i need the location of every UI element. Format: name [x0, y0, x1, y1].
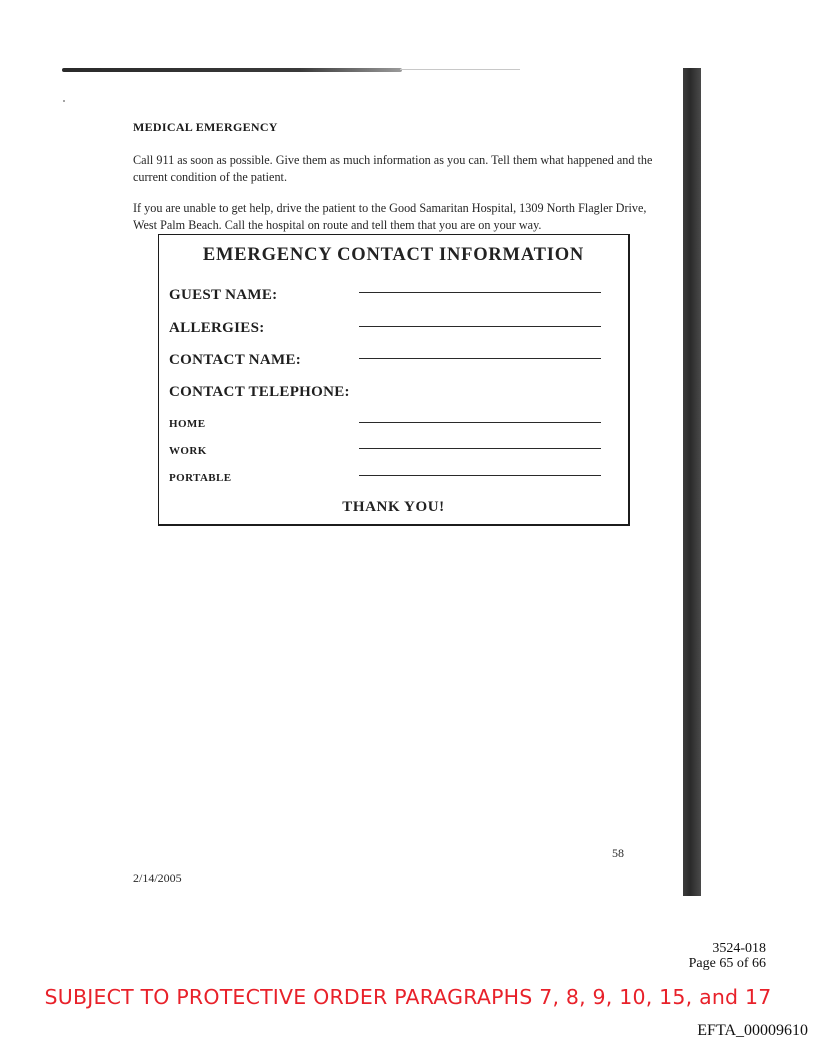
allergies-line[interactable] [359, 326, 601, 327]
instruction-paragraph-1: Call 911 as soon as possible. Give them as much information as you can. Tell them what happened and the current condition of the patient. [133, 153, 653, 184]
scan-speck [63, 100, 65, 102]
allergies-label: ALLERGIES: [169, 320, 265, 336]
guest-name-line[interactable] [359, 292, 601, 293]
portable-phone-label: PORTABLE [169, 472, 232, 484]
home-phone-label: HOME [169, 418, 206, 430]
thank-you-text: THANK YOU! [342, 499, 445, 515]
contact-name-line[interactable] [359, 358, 601, 359]
bates-number: 3524-018 [712, 941, 766, 956]
page-number: 58 [612, 846, 624, 860]
emergency-contact-form [158, 234, 630, 526]
work-phone-line[interactable] [359, 448, 601, 449]
guest-name-label: GUEST NAME: [169, 287, 278, 303]
scan-right-edge-bar [683, 68, 701, 896]
bates-stamp [689, 941, 766, 971]
scan-top-rule [62, 68, 402, 72]
work-phone-label: WORK [169, 445, 207, 457]
protective-order-notice: SUBJECT TO PROTECTIVE ORDER PARAGRAPHS 7, 8, 9, 10, 15, and 17 [44, 985, 772, 1009]
home-phone-line[interactable] [359, 422, 601, 423]
efta-identifier: EFTA_00009610 [697, 1022, 808, 1039]
section-heading: MEDICAL EMERGENCY [133, 120, 278, 134]
bates-page: Page 65 of 66 [688, 956, 766, 971]
form-title: EMERGENCY CONTACT INFORMATION [202, 245, 585, 265]
instruction-paragraph-2: If you are unable to get help, drive the patient to the Good Samaritan Hospital, 1309 North Flagler Drive, West Palm Beach. Call the hospital on route and tell them that you are on your way. [133, 201, 647, 232]
contact-telephone-label: CONTACT TELEPHONE: [169, 384, 350, 400]
scan-top-rule-tail [400, 69, 520, 70]
contact-name-label: CONTACT NAME: [169, 352, 302, 368]
footer-date: 2/14/2005 [133, 871, 182, 885]
portable-phone-line[interactable] [359, 475, 601, 476]
